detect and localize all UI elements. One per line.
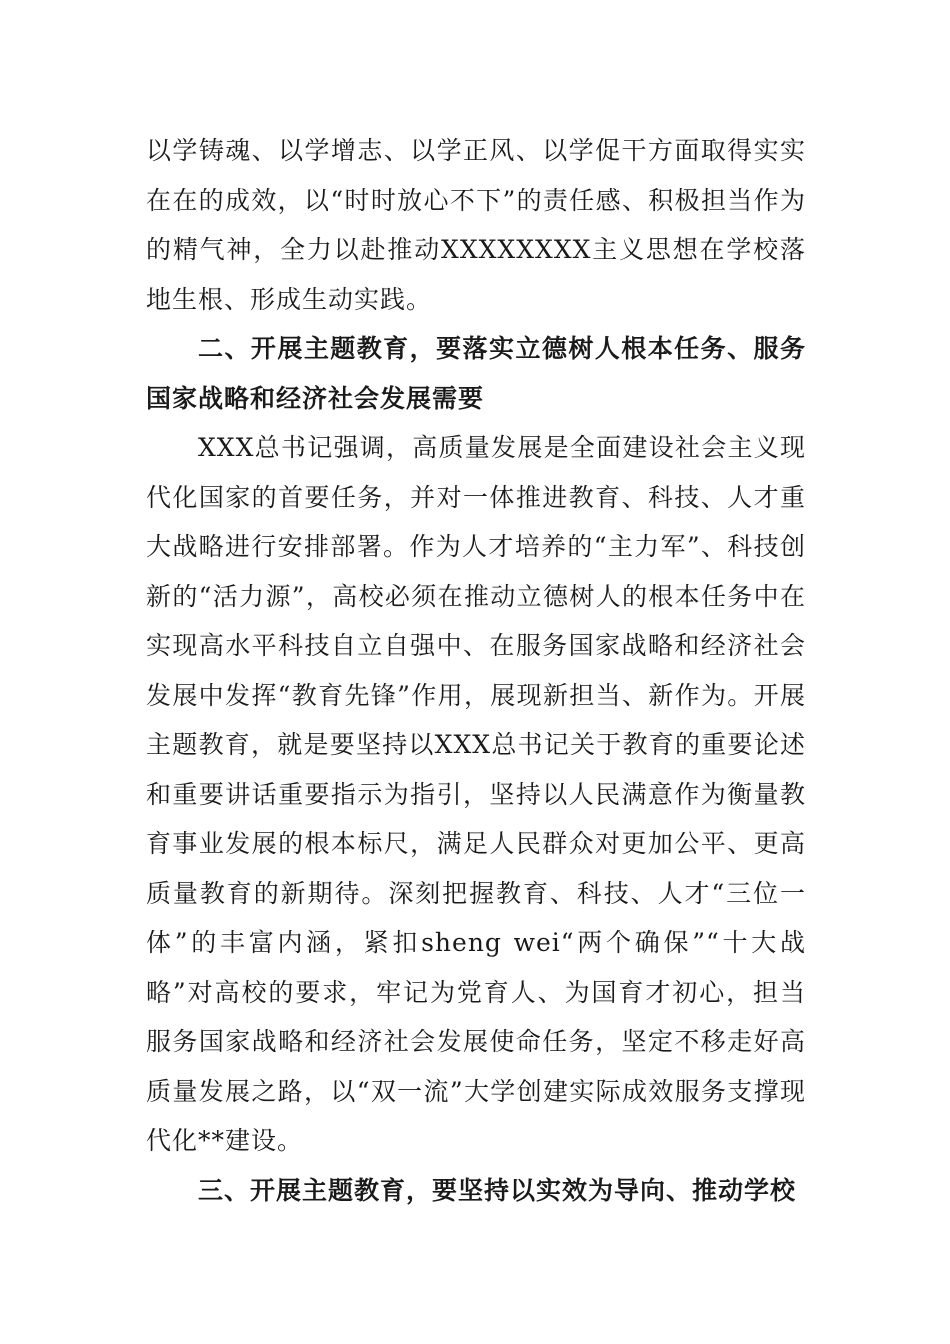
section-heading: 三、开展主题教育，要坚持以实效为导向、推动学校 (198, 1175, 797, 1205)
paragraph: XXX总书记强调，高质量发展是全面建设社会主义现代化国家的首要任务，并对一体推进教育、科技、人才重大战略进行安排部署。作为人才培养的“主力军”、科技创新的“活力源”，高校必须在推动立德树人的根本任务中在实现高水平科技自立自强中、在服务国家战略和经济社会发展中发挥“教育先锋”作用，展现新担当、新作为。开展主题教育，就是要坚持以XXX总书记关于教育的重要论述和重要讲话重要指示为指引，坚持以人民满意作为衡量教育事业发展的根本标尺，满足人民群众对更加公平、更高质量教育的新期待。深刻把握教育、科技、人才“三位一体”的丰富内涵，紧扣sheng wei“两个确保”“十大战略”对高校的要求，牢记为党育人、为国育才初心，担当服务国家战略和经济社会发展使命任务，坚定不移走好高质量发展之路，以“双一流”大学创建实际成效服务支撑现代化**建设。 (146, 433, 806, 1155)
paragraph: 以学铸魂、以学增志、以学正风、以学促干方面取得实实在在的成效，以“时时放心不下”的责任感、积极担当作为的精气神，全力以赴推动XXXXXXXX主义思想在学校落地生根、形成生动实践。 (146, 136, 806, 314)
section-heading: 二、开展主题教育，要落实立德树人根本任务、服务国家战略和经济社会发展需要 (146, 334, 806, 413)
document-body (146, 126, 806, 1215)
